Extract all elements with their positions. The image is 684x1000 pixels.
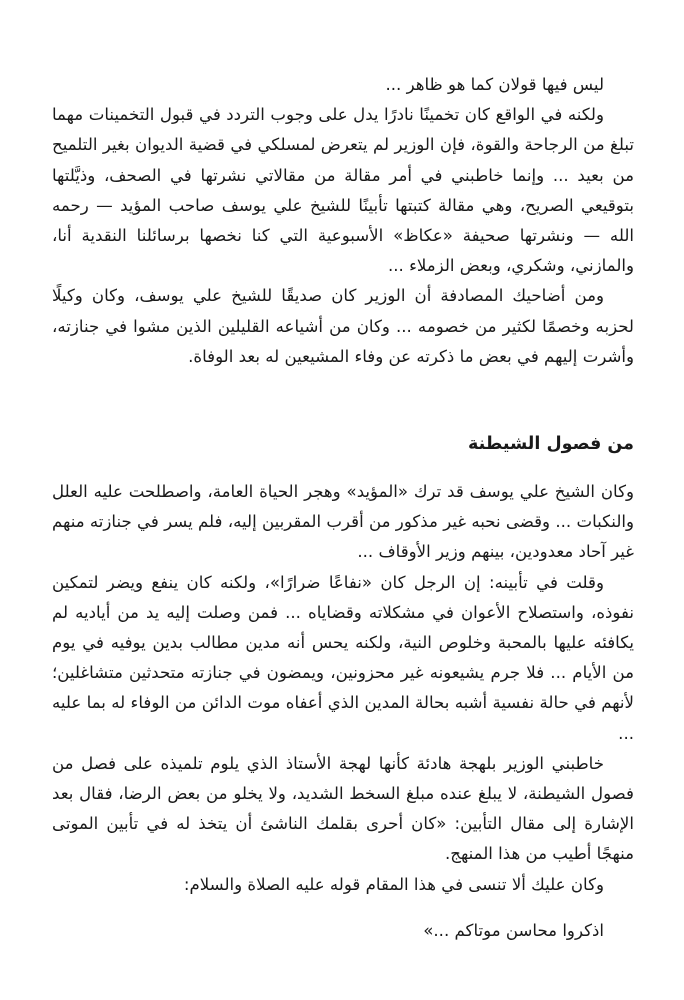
- paragraph-6: خاطبني الوزير بلهجة هادئة كأنها لهجة الأستاذ الذي يلوم تلميذه على فصل من فصول الشيطنة، لا يبلغ عنده مبلغ السخط الشديد، ولا يخلو من بعض الرضا، فقال بعد الإشارة إلى مقال التأبين: «كان أحرى بقلمك الناشئ أن يتخذ له في تأبين الموتى منهجًا أطيب من هذا المنهج.: [52, 753, 634, 864]
- section-heading-block: [52, 429, 634, 459]
- quote-block: [52, 916, 634, 946]
- section-body: [52, 477, 634, 900]
- paragraph-1: ليس فيها قولان كما هو ظاهر ...: [385, 75, 604, 94]
- paragraph-4: وكان الشيخ علي يوسف قد ترك «المؤيد» وهجر الحياة العامة، واصطلحت عليه العلل والنكبات ... وقضى نحبه غير مذكور من أقرب المقربين إليه، فلم يسر في جنازته منهم غير آحاد معدودين، بينهم وزير الأوقاف ...: [52, 482, 634, 562]
- hadith-quote: اذكروا محاسن موتاكم ...»: [423, 921, 604, 940]
- paragraph-7: وكان عليك ألا تنسى في هذا المقام قوله عليه الصلاة والسلام:: [183, 874, 604, 894]
- section-heading: من فصول الشيطنة: [468, 434, 634, 454]
- paragraph-5: وقلت في تأبينه: إن الرجل كان «نفاعًا ضرارًا»، ولكنه كان ينفع ويضر لتمكين نفوذه، واستصلاح الأعوان في مشكلاته وقضاياه ... فمن وصلت إليه يد من أياديه لم يكافئه عليها بالمحبة وخلوص النية، ولكنه يحس أنه مدين مطالب بدين يوفيه في يوم من الأيام ... فلا جرم يشيعونه غير محزونين، ويمضون في جنازته متحدثين متشاغلين؛ لأنهم في حالة نفسية أشبه بحالة المدين الذي أعفاه موت الدائن من الوفاء له بما عليه ...: [52, 572, 634, 743]
- paragraph-3: ومن أضاحيك المصادفة أن الوزير كان صديقًا للشيخ علي يوسف، وكان وكيلًا لحزبه وخصمًا لكثير من خصومه ... وكان من أشياعه القليلين الذين مشوا في جنازته، وأشرت إليهم في بعض ما ذكرته عن وفاء المشيعين له بعد الوفاة.: [52, 286, 634, 366]
- paragraph-2: ولكنه في الواقع كان تخمينًا نادرًا يدل على وجوب التردد في قبول التخمينات مهما تبلغ من الرجاحة والقوة، فإن الوزير لم يتعرض لمسلكي في قضية الديوان بغير التلميح من بعيد ... وإنما خاطبني في أمر مقالة من مقالاتي نشرتها في الصحف، وذيَّلتها بتوقيعي الصريح، وهي مقالة كتبتها تأبينًا للشيخ علي يوسف صاحب المؤيد — رحمه الله — ونشرتها صحيفة «عكاظ» الأسبوعية التي كنا نخصها برسائلنا النقدية أنا، والمازني، وشكري، وبعض الزملاء ...: [52, 105, 634, 276]
- section-continuation: [52, 70, 634, 372]
